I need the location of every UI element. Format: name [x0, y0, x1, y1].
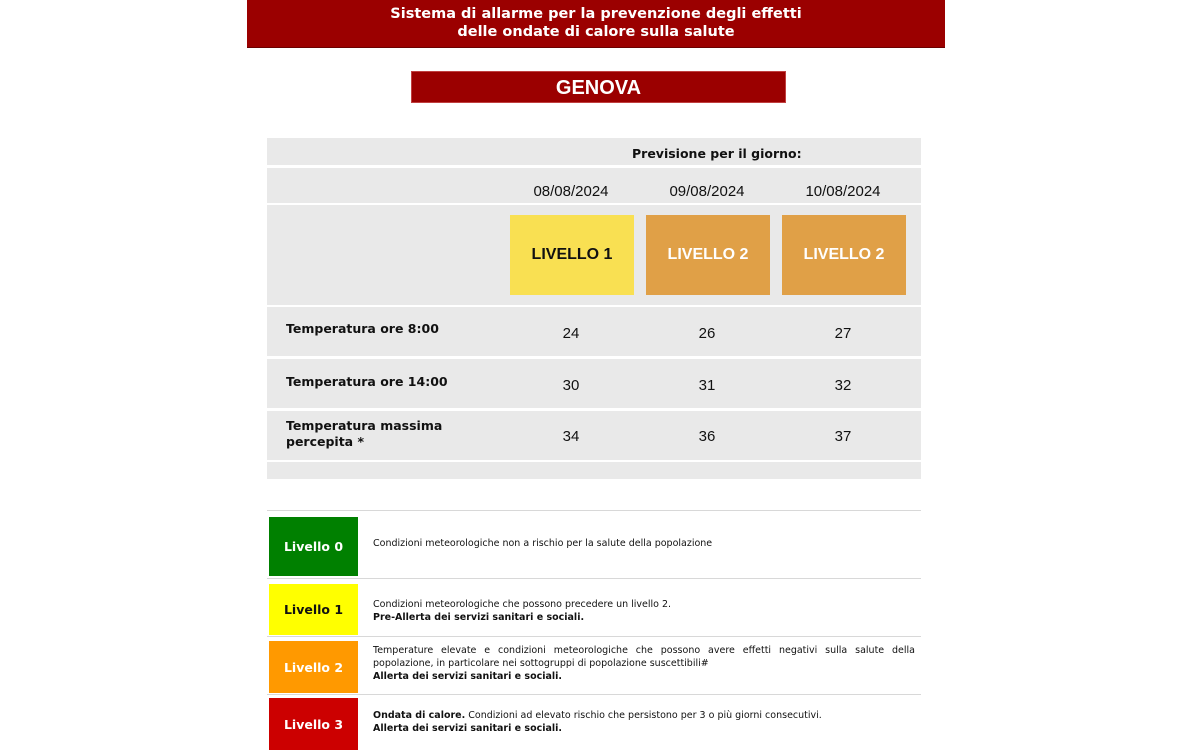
temp-row-label: Temperatura ore 8:00 — [286, 321, 439, 336]
level-badge-label: LIVELLO 2 — [803, 246, 885, 263]
forecast-footer-row — [267, 462, 921, 479]
legend-description — [373, 709, 915, 735]
temp-value: 36 — [698, 428, 716, 445]
legend-text: Condizioni meteorologiche che possono precedere un livello 2. — [373, 599, 672, 610]
legend-badge — [269, 641, 358, 693]
temp-value: 27 — [834, 325, 852, 342]
temp-row-max — [267, 411, 921, 460]
forecast-title-row — [267, 138, 921, 165]
legend-description — [373, 537, 915, 550]
temp-row-8 — [267, 307, 921, 356]
legend-bold-text: Allerta dei servizi sanitari e sociali. — [373, 723, 563, 734]
legend-text: Temperature elevate e condizioni meteorologiche che possono avere effetti negativi sulla salute della popolazione, in particolare nei sottogruppi di popolazione suscettibili# — [373, 645, 915, 669]
forecast-date-3: 10/08/2024 — [805, 183, 881, 200]
temp-value: 30 — [562, 377, 580, 394]
temp-row-label: Temperatura ore 14:00 — [286, 374, 448, 389]
temp-value: 24 — [562, 325, 580, 342]
level-badge-day-2 — [646, 215, 770, 295]
legend-bold-text: Pre-Allerta dei servizi sanitari e sociali. — [373, 612, 585, 623]
legend-description — [373, 598, 915, 624]
legend-badge — [269, 517, 358, 576]
legend-badge-label: Livello 1 — [283, 602, 344, 617]
legend-text: Condizioni ad elevato rischio che persistono per 3 o più giorni consecutivi. — [465, 710, 822, 721]
city-title: GENOVA — [411, 71, 786, 103]
temp-value: 26 — [698, 325, 716, 342]
legend-row-2 — [267, 636, 921, 695]
forecast-title: Previsione per il giorno: — [632, 146, 802, 161]
temp-value: 34 — [562, 428, 580, 445]
legend-badge — [269, 698, 358, 750]
legend-badge-label: Livello 3 — [283, 716, 344, 732]
temp-value: 37 — [834, 428, 852, 445]
level-badge-day-1 — [510, 215, 634, 295]
header-line-1: Sistema di allarme per la prevenzione degli effetti — [390, 6, 802, 22]
temp-value: 32 — [834, 377, 852, 394]
forecast-dates-row — [267, 168, 921, 203]
legend-description — [373, 644, 915, 683]
legend-badge-label: Livello 2 — [283, 659, 344, 675]
legend-row-3 — [267, 694, 921, 751]
legend-badge-label: Livello 0 — [283, 539, 344, 554]
temp-value: 31 — [698, 377, 716, 394]
legend-text: Condizioni meteorologiche non a rischio per la salute della popolazione — [373, 538, 713, 549]
level-badge-label: LIVELLO 2 — [667, 246, 749, 263]
temp-row-label: Temperatura massima percepita * — [286, 418, 443, 449]
legend-badge — [269, 584, 358, 635]
header-line-2: delle ondate di calore sulla salute — [457, 24, 735, 40]
legend-row-0 — [267, 510, 921, 579]
legend-row-1 — [267, 578, 921, 637]
level-badge-day-3 — [782, 215, 906, 295]
forecast-date-2: 09/08/2024 — [669, 183, 745, 200]
temp-row-14 — [267, 359, 921, 408]
level-badge-label: LIVELLO 1 — [531, 246, 613, 263]
legend-bold-text: Allerta dei servizi sanitari e sociali. — [373, 671, 563, 682]
legend-lead-text: Ondata di calore. — [373, 710, 466, 721]
page-header — [247, 0, 945, 48]
forecast-level-row — [267, 205, 921, 305]
forecast-date-1: 08/08/2024 — [533, 183, 609, 200]
